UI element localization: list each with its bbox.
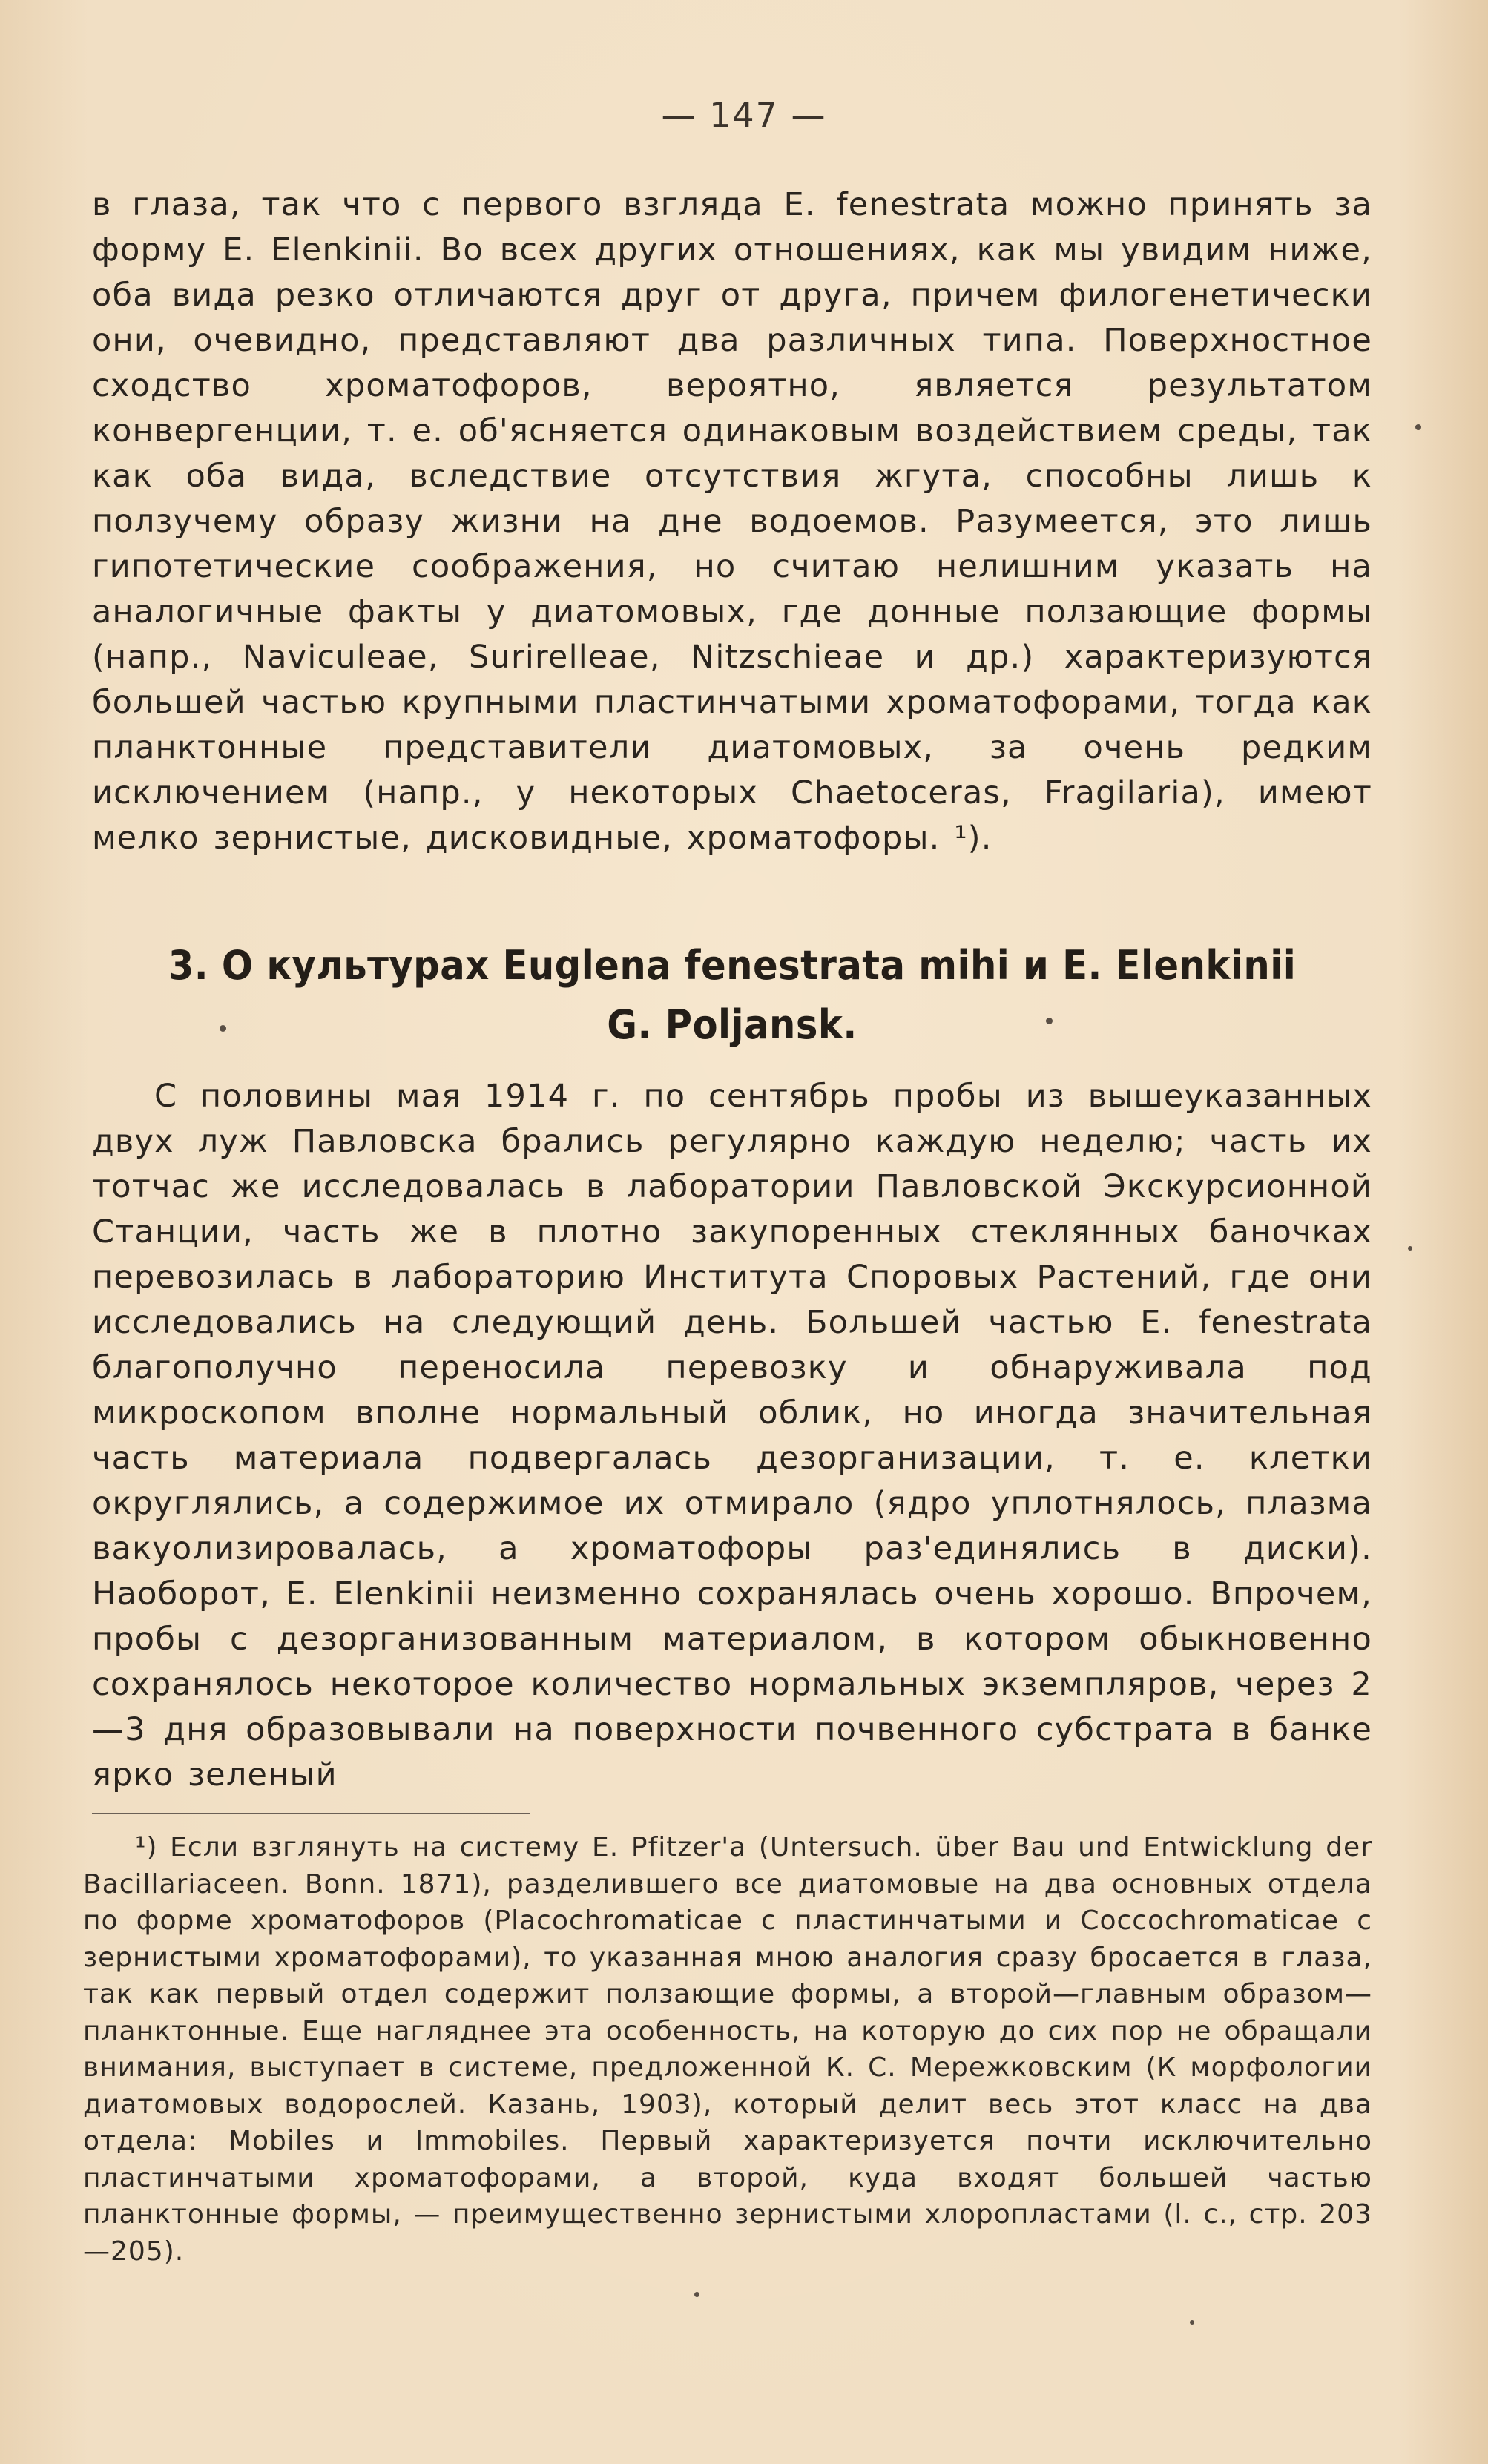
paper-speck [220,1025,226,1032]
paper-speck [1415,424,1421,430]
footnote-divider [92,1813,530,1814]
text-block-main [92,1074,1372,1798]
paper-speck [694,2292,699,2297]
paper-speck [1190,2320,1194,2325]
paragraph-cultures: С половины мая 1914 г. по сентябрь пробы из вышеуказанных двух луж Павловска брались регулярно каждую неделю; часть их тотчас же исследовалась в лаборатории Павловской Экскурсионной Станции, часть же в плотно закупоренных стеклянных баночках перевозилась в лабораторию Института Споровых Растений, где они исследовались на следующий день. Большей частью E. fenestrata благополучно переносила перевозку и обнаруживала под микроскопом вполне нормальный облик, но иногда значительная часть материала подвергалась дезорганизации, т. е. клетки округлялись, а содержимое их отмирало (ядро уплотнялось, плазма вакуолизировалась, а хроматофоры раз'единялись в диски). Наоборот, E. Elenkinii неизменно сохранялась очень хорошо. Впрочем, пробы с дезорганизованным материалом, в котором обыкновенно сохранялось некоторое количество нормальных экземпляров, через 2—3 дня образовывали на поверхности почвенного субстрата в банке ярко зеленый [92,1078,1372,1793]
section-heading: 3. О культурах Euglena fenestrata mihi и E. Elenkinii G. Poljansk. [168,942,1297,1048]
paper-speck [1046,1018,1053,1024]
paragraph-continuation: в глаза, так что с первого взгляда E. fenestrata можно принять за форму E. Elenkinii. Во всех других отношениях, как мы увидим ниже, оба вида резко отличаются друг от друга, причем филогенетически они, очевидно, представляют два различных типа. Поверхностное сходство хроматофоров, вероятно, является результатом конвергенции, т. е. об'ясняется одинаковым воздействием среды, так как оба вида, вследствие отсутствия жгута, способны лишь к ползучему образу жизни на дне водоемов. Разумеется, это лишь гипотетические соображения, но считаю нелишним указать на аналогичные факты у диатомовых, где донные ползающие формы (напр., Naviculeae, Surirelleae, Nitzschieae и др.) характеризуются большей частью крупными пластинчатыми хроматофорами, тогда как планктонные представители диатомовых, за очень редким исключением (напр., у некоторых Chaetoceras, Fragilaria), имеют мелко зернистые, дисковидные, хроматофоры. ¹). [92,186,1372,857]
paper-speck [1408,1246,1412,1251]
footnote-text: ¹) Если взглянуть на систему E. Pfitzer'а (Untersuch. über Bau und Entwicklung der Bacillariaceen. Bonn. 1871), разделившего все диатомовые на два основных отдела по форме хроматофоров (Placochromaticae с пластинчатыми и Coccochromaticae с зернистыми хроматофорами), то указанная мною аналогия сразу бросается в глаза, так как первый отдел содержит ползающие формы, а второй—главным образом—планктонные. Еще нагляднее эта особенность, на которую до сих пор не обращали внимания, выступает в системе, предложенной К. С. Мережковским (К морфологии диатомовых водорослей. Казань, 1903), который делит весь этот класс на два отдела: Mobiles и Immobiles. Первый характеризуется почти исключительно пластинчатыми хроматофорами, а второй, куда входят большей частью планктонные формы, — преимущественно зернистыми хлоропластами (l. с., стр. 203—205). [83,1832,1372,2267]
footnote [83,1829,1372,2270]
text-block-top [92,182,1372,861]
page-number: — 147 — [661,95,827,135]
